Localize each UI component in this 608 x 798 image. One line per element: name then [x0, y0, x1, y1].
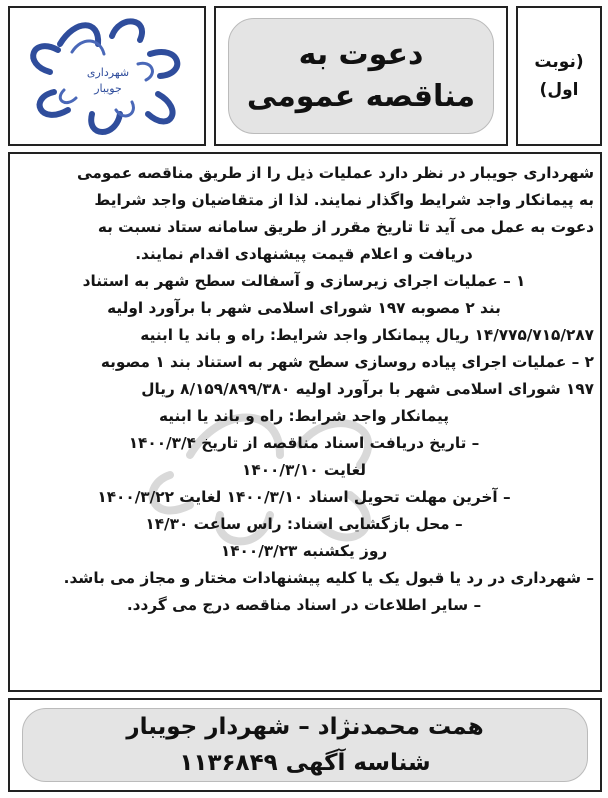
round-line-2: اول): [539, 80, 579, 100]
body-line: شهرداری جویبار در نظر دارد عملیات ذیل را از طریق مناقصه عمومی: [76, 164, 594, 182]
title-box: [214, 6, 508, 146]
body-line: لغایت ۱۴۰۰/۳/۱۰: [242, 461, 366, 479]
municipality-logo: [20, 14, 196, 138]
title-line-2: مناقصه عمومی: [246, 79, 476, 114]
footer-box: [8, 698, 602, 792]
body-line: – سایر اطلاعات در اسناد مناقصه درج می گردد.: [126, 596, 482, 614]
body-line: ۱ – عملیات اجرای زیرسازی و آسفالت سطح شهر به استناد: [82, 272, 526, 290]
body-line: دعوت به عمل می آید تا تاریخ مقرر از طریق سامانه ستاد نسبت به: [97, 218, 594, 236]
body-line: ۱۴/۷۷۵/۷۱۵/۲۸۷ ریال پیمانکار واجد شرایط: راه و باند یا ابنیه: [140, 326, 594, 344]
body-line: بند ۲ مصوبه ۱۹۷ شورای اسلامی شهر با برآورد اولیه: [107, 299, 501, 317]
logo-text-line1: شهرداری: [86, 66, 130, 79]
body-line: – محل بازگشایی اسناد: راس ساعت ۱۴/۳۰: [145, 515, 463, 533]
ad-id-line: شناسه آگهی ۱۱۳۶۸۴۹: [179, 750, 431, 776]
body-line: دریافت و اعلام قیمت پیشنهادی اقدام نمایند.: [135, 245, 473, 263]
body-line: پیمانکار واجد شرایط: راه و باند یا ابنیه: [158, 407, 449, 425]
round-box: [516, 6, 602, 146]
swirl-emblem-icon: [20, 14, 196, 138]
logo-box: [8, 6, 206, 146]
body-line: – تاریخ دریافت اسناد مناقصه از تاریخ ۱۴۰۰/۳/۴: [128, 434, 480, 452]
body-line: به پیمانکار واجد شرایط واگذار نمایند. لذا از متقاضیان واجد شرایط: [94, 191, 594, 209]
footer-panel: [22, 708, 588, 782]
body-line: روز یکشنبه ۱۴۰۰/۳/۲۳: [220, 542, 388, 560]
body-line: – شهرداری در رد یا قبول یک یا کلیه پیشنهادات مختار و مجاز می باشد.: [63, 569, 594, 587]
body-line: ۲ – عملیات اجرای پیاده روسازی سطح شهر به استناد بند ۱ مصوبه: [100, 353, 594, 371]
signature-line: همت محمدنژاد – شهردار جویبار: [126, 714, 484, 740]
logo-text-line2: جویبار: [94, 82, 122, 95]
notice-text: [14, 160, 594, 619]
round-badge: [518, 8, 600, 144]
body-line: ۱۹۷ شورای اسلامی شهر با برآورد اولیه ۸/۱۵۹/۸۹۹/۳۸۰ ریال: [141, 380, 594, 398]
title-line-1: دعوت به: [298, 37, 424, 72]
round-line-1: (نوبت: [534, 52, 584, 72]
body-line: – آخرین مهلت تحویل اسناد ۱۴۰۰/۳/۱۰ لغایت ۱۴۰۰/۳/۲۲: [97, 488, 511, 506]
title-panel: [228, 18, 494, 134]
